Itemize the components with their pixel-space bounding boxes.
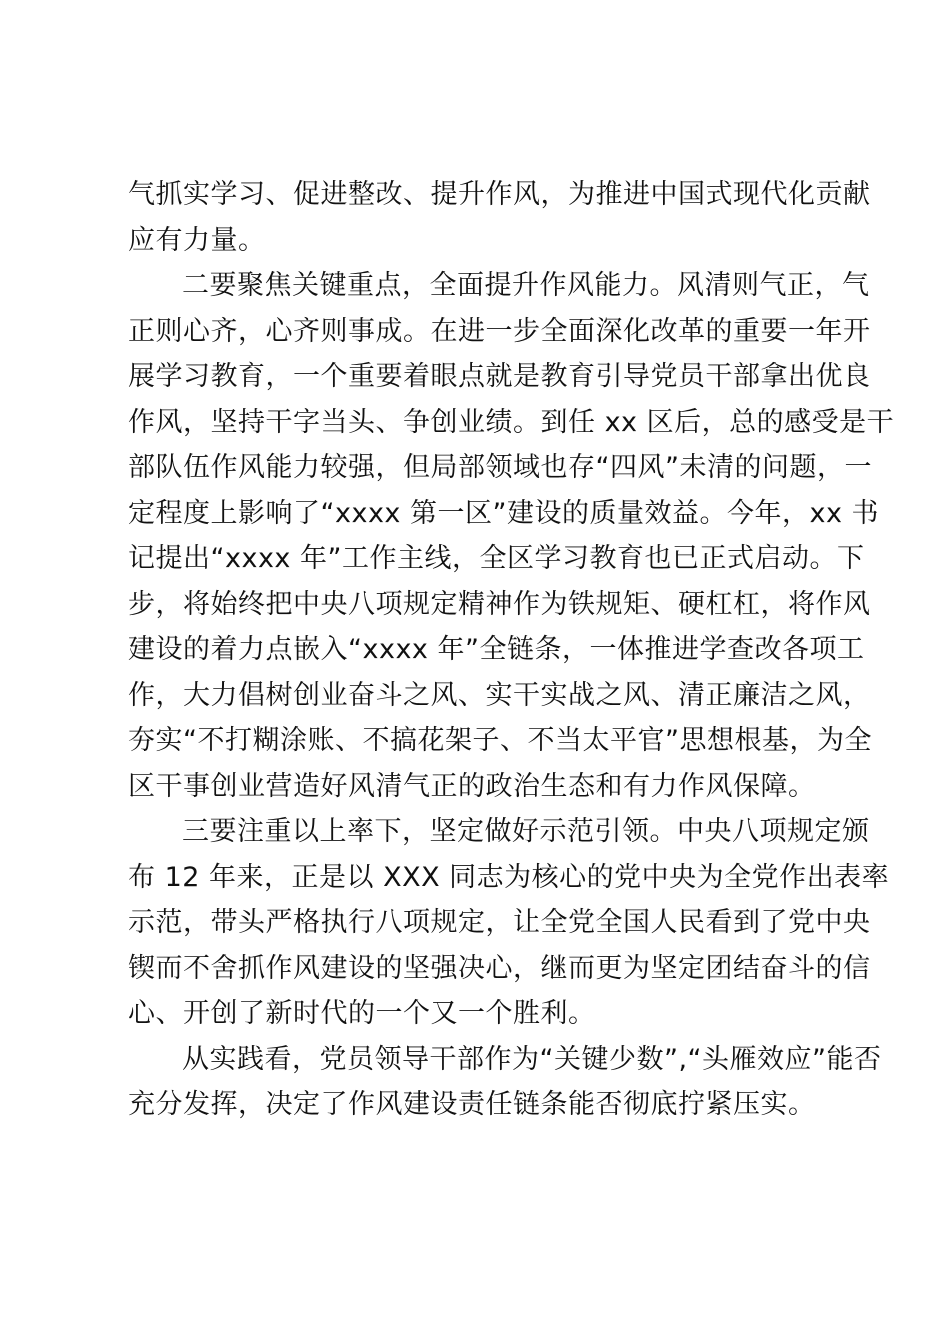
document-body xyxy=(128,172,895,1128)
text-line: 示范，带头严格执行八项规定，让全党全国人民看到了党中央 xyxy=(128,907,871,938)
text-line: 锲而不舍抓作风建设的坚强决心，继而更为坚定团结奋斗的信 xyxy=(128,952,871,984)
text-line: 应有力量。 xyxy=(128,224,266,256)
text-line: 气抓实学习、促进整改、提升作风，为推进中国式现代化贡献 xyxy=(128,179,871,210)
text-line: 记提出“xxxx 年”工作主线，全区学习教育也已正式启动。下 xyxy=(128,543,865,574)
text-line: 作，大力倡树创业奋斗之风、实干实战之风、清正廉洁之风， xyxy=(128,679,871,711)
text-line: 步，将始终把中央八项规定精神作为铁规矩、硬杠杠，将作风 xyxy=(128,588,871,620)
text-line: 三要注重以上率下，坚定做好示范引领。中央八项规定颁 xyxy=(182,816,870,847)
paragraph xyxy=(128,809,890,1037)
text-line: 展学习教育，一个重要着眼点就是教育引导党员干部拿出优良 xyxy=(128,361,871,392)
paragraph xyxy=(128,263,895,809)
text-line: 二要聚焦关键重点，全面提升作风能力。风清则气正，气 xyxy=(182,270,870,301)
paragraph xyxy=(128,172,871,263)
text-line: 心、开创了新时代的一个又一个胜利。 xyxy=(128,998,596,1029)
text-line: 从实践看，党员领导干部作为“关键少数”,“头雁效应”能否 xyxy=(182,1043,882,1075)
text-line: 布 12 年来，正是以 XXX 同志为核心的党中央为全党作出表率 xyxy=(128,861,890,893)
paragraph xyxy=(128,1037,882,1128)
text-line: 部队伍作风能力较强，但局部领域也存“四风”未清的问题，一 xyxy=(128,452,872,483)
text-line: 定程度上影响了“xxxx 第一区”建设的质量效益。今年，xx 书 xyxy=(128,497,880,529)
text-line: 作风，坚持干字当头、争创业绩。到任 xx 区后，总的感受是干 xyxy=(128,406,895,438)
text-line: 夯实“不打糊涂账、不搞花架子、不当太平官”思想根基，为全 xyxy=(128,725,872,756)
text-line: 充分发挥，决定了作风建设责任链条能否彻底拧紧压实。 xyxy=(128,1089,816,1120)
text-line: 正则心齐，心齐则事成。在进一步全面深化改革的重要一年开 xyxy=(128,315,871,347)
text-line: 建设的着力点嵌入“xxxx 年”全链条，一体推进学查改各项工 xyxy=(128,634,865,665)
text-line: 区干事创业营造好风清气正的政治生态和有力作风保障。 xyxy=(128,770,816,802)
